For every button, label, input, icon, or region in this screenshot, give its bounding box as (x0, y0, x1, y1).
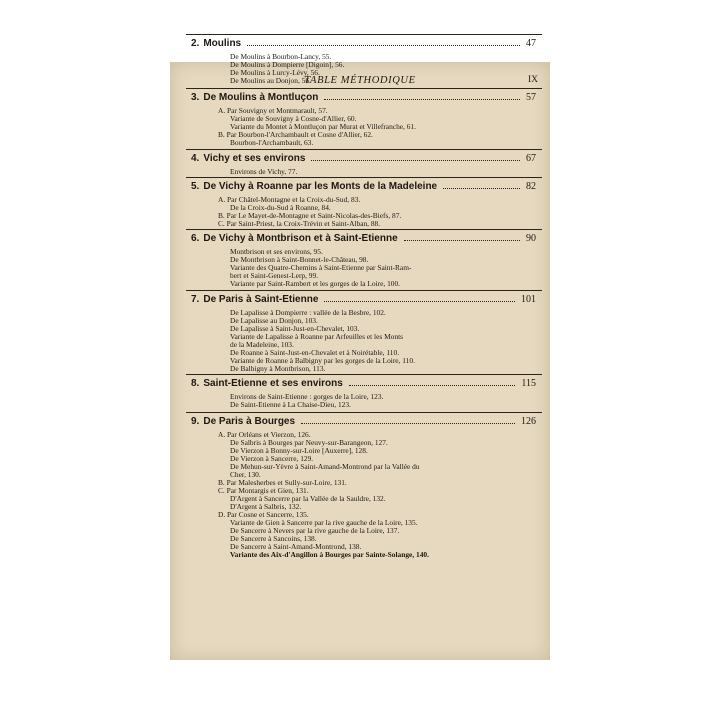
toc-entry: B. Par Bourbon-l'Archambault et Cosne d'Allier, 62. (218, 130, 373, 139)
toc-entry: De Balbigny à Montbrison, 113. (230, 364, 326, 373)
toc-entry: Bourbon-l'Archambault, 63. (230, 138, 314, 147)
toc-entry: De Montbrison à Saint-Bonnet-le-Château, 98. (230, 255, 369, 264)
section-rule (186, 177, 542, 178)
section-entries (170, 431, 550, 559)
section-page: 126 (521, 416, 536, 427)
section-entries (170, 168, 550, 176)
section-title: De Paris à Saint-Etienne (203, 294, 319, 305)
toc-entry: De Sancerre à Saint-Amand-Montrond, 138. (230, 542, 362, 551)
book-page (170, 38, 550, 660)
toc-entry: Variante de Souvigny à Cosne-d'Allier, 60. (230, 114, 357, 123)
section-number: 3. (191, 92, 200, 103)
toc-entry: Variante de Roanne à Balbigny par les gorges de la Loire, 110. (230, 356, 415, 365)
section-heading (191, 38, 536, 51)
toc-entry: A. Par Châtel-Montagne et la Croix-du-Sud, 83. (218, 195, 361, 204)
toc-entry: De Moulins à Bourbon-Lancy, 55. (230, 52, 332, 61)
section-page: 82 (526, 181, 536, 192)
section-page: 57 (526, 92, 536, 103)
section-entries (170, 107, 550, 147)
toc-entry: De Mehun-sur-Yèvre à Saint-Amand-Montrond par la Vallée du (230, 462, 420, 471)
toc-entry: Variante de Lapalisse à Roanne par Arfeuilles et les Monts (230, 332, 404, 341)
toc-entry: A. Par Souvigny et Montmarault, 57. (218, 106, 328, 115)
toc-entry: De Moulins à Dompierre [Digoin], 56. (230, 60, 345, 69)
toc-entry: De Lapalisse à Saint-Just-en-Chevalet, 103. (230, 324, 360, 333)
leader-dots (349, 384, 516, 386)
toc-entry: Variante de Gien à Sancerre par la rive gauche de la Loire, 135. (230, 518, 418, 527)
section-rule (186, 412, 542, 413)
toc-entry: De la Croix-du-Sud à Roanne, 84. (230, 203, 331, 212)
section-rule (186, 34, 542, 35)
section-title: Saint-Etienne et ses environs (203, 378, 343, 389)
section-number: 8. (191, 378, 200, 389)
section-page: 101 (521, 294, 536, 305)
toc-entry: C. Par Saint-Priest, la Croix-Trévin et Saint-Alban, 88. (218, 219, 381, 228)
toc-entry: B. Par Le Mayet-de-Montagne et Saint-Nicolas-des-Biefs, 87. (218, 211, 402, 220)
toc-entry: D. Par Cosne et Sancerre, 135. (218, 510, 309, 519)
toc-entry: De Moulins à Lurcy-Lévy, 56. (230, 68, 320, 77)
toc-entry: De Roanne à Saint-Just-en-Chevalet et à Noirétable, 110. (230, 348, 400, 357)
section-number: 6. (191, 233, 200, 244)
toc-entry: Montbrison et ses environs, 95. (230, 247, 323, 256)
toc-entry: bert et Saint-Genest-Lerp, 99. (230, 271, 319, 280)
toc-entry: De Sancerre à Sancoins, 138. (230, 534, 317, 543)
section-rule (186, 374, 542, 375)
section-title: De Moulins à Montluçon (203, 92, 319, 103)
toc-entry: C. Par Montargis et Gien, 131. (218, 486, 309, 495)
section-page: 115 (521, 378, 536, 389)
leader-dots (311, 159, 520, 161)
toc-entry: Variante des Quatre-Chemins à Saint-Etienne par Saint-Ram- (230, 263, 412, 272)
leader-dots (301, 422, 515, 424)
section-heading (191, 153, 536, 166)
section-title: De Vichy à Roanne par les Monts de la Madeleine (203, 181, 438, 192)
page-number: IX (527, 75, 538, 85)
section-heading (191, 92, 536, 105)
toc-entry: Variante par Saint-Rambert et les gorges de la Loire, 100. (230, 279, 400, 288)
section-entries (170, 309, 550, 373)
toc-entry: B. Par Malesherbes et Sully-sur-Loire, 131. (218, 478, 347, 487)
toc-entry: D'Argent à Salbris, 132. (230, 502, 302, 511)
toc-entry: Variante des Aix-d'Angillon à Bourges par Sainte-Solange, 140. (230, 550, 429, 559)
section-entries (170, 196, 550, 228)
section-heading (191, 294, 536, 307)
toc-entry: De Vierzon à Sancerre, 129. (230, 454, 314, 463)
section-rule (186, 149, 542, 150)
toc-entry: De Saint-Etienne à La Chaise-Dieu, 123. (230, 400, 351, 409)
section-number: 5. (191, 181, 200, 192)
toc-entry: D'Argent à Sancerre par la Vallée de la Sauldre, 132. (230, 494, 386, 503)
section-title: De Vichy à Montbrison et à Saint-Etienne (203, 233, 398, 244)
section-rule (186, 88, 542, 89)
toc-entry: De Sancerre à Nevers par la rive gauche de la Loire, 137. (230, 526, 400, 535)
toc-entry: De Lapalisse à Dompierre : vallée de la Besbre, 102. (230, 308, 386, 317)
section-number: 2. (191, 38, 200, 49)
section-page: 90 (526, 233, 536, 244)
section-heading (191, 181, 536, 194)
section-title: De Paris à Bourges (203, 416, 296, 427)
leader-dots (324, 98, 520, 100)
toc-entry: A. Par Orléans et Vierzon, 126. (218, 430, 311, 439)
leader-dots (443, 187, 520, 189)
section-entries (170, 53, 550, 85)
toc-entry: De Moulins au Donjon, 56. (230, 76, 311, 85)
leader-dots (324, 300, 515, 302)
section-title: Vichy et ses environs (203, 153, 306, 164)
leader-dots (247, 44, 520, 46)
section-rule (186, 229, 542, 230)
section-entries (170, 248, 550, 288)
section-page: 47 (526, 38, 536, 49)
toc-entry: Variante du Montet à Montluçon par Murat et Villefranche, 61. (230, 122, 416, 131)
toc-entry: Environs de Vichy, 77. (230, 167, 298, 176)
section-number: 7. (191, 294, 200, 305)
section-page: 67 (526, 153, 536, 164)
toc-entry: Cher, 130. (230, 470, 261, 479)
section-rule (186, 290, 542, 291)
leader-dots (404, 239, 520, 241)
section-heading (191, 416, 536, 429)
section-number: 4. (191, 153, 200, 164)
toc-entry: De Vierzon à Bonny-sur-Loire [Auxerre], 128. (230, 446, 368, 455)
running-title: TABLE MÉTHODIQUE (304, 75, 416, 86)
toc-entry: de la Madeleine, 103. (230, 340, 294, 349)
section-number: 9. (191, 416, 200, 427)
toc-entry: Environs de Saint-Etienne : gorges de la Loire, 123. (230, 392, 384, 401)
section-heading (191, 233, 536, 246)
section-entries (170, 393, 550, 409)
toc-entry: De Lapalisse au Donjon, 103. (230, 316, 318, 325)
toc-entry: De Salbris à Bourges par Neuvy-sur-Barangeon, 127. (230, 438, 388, 447)
section-heading (191, 378, 536, 391)
section-title: Moulins (203, 38, 242, 49)
